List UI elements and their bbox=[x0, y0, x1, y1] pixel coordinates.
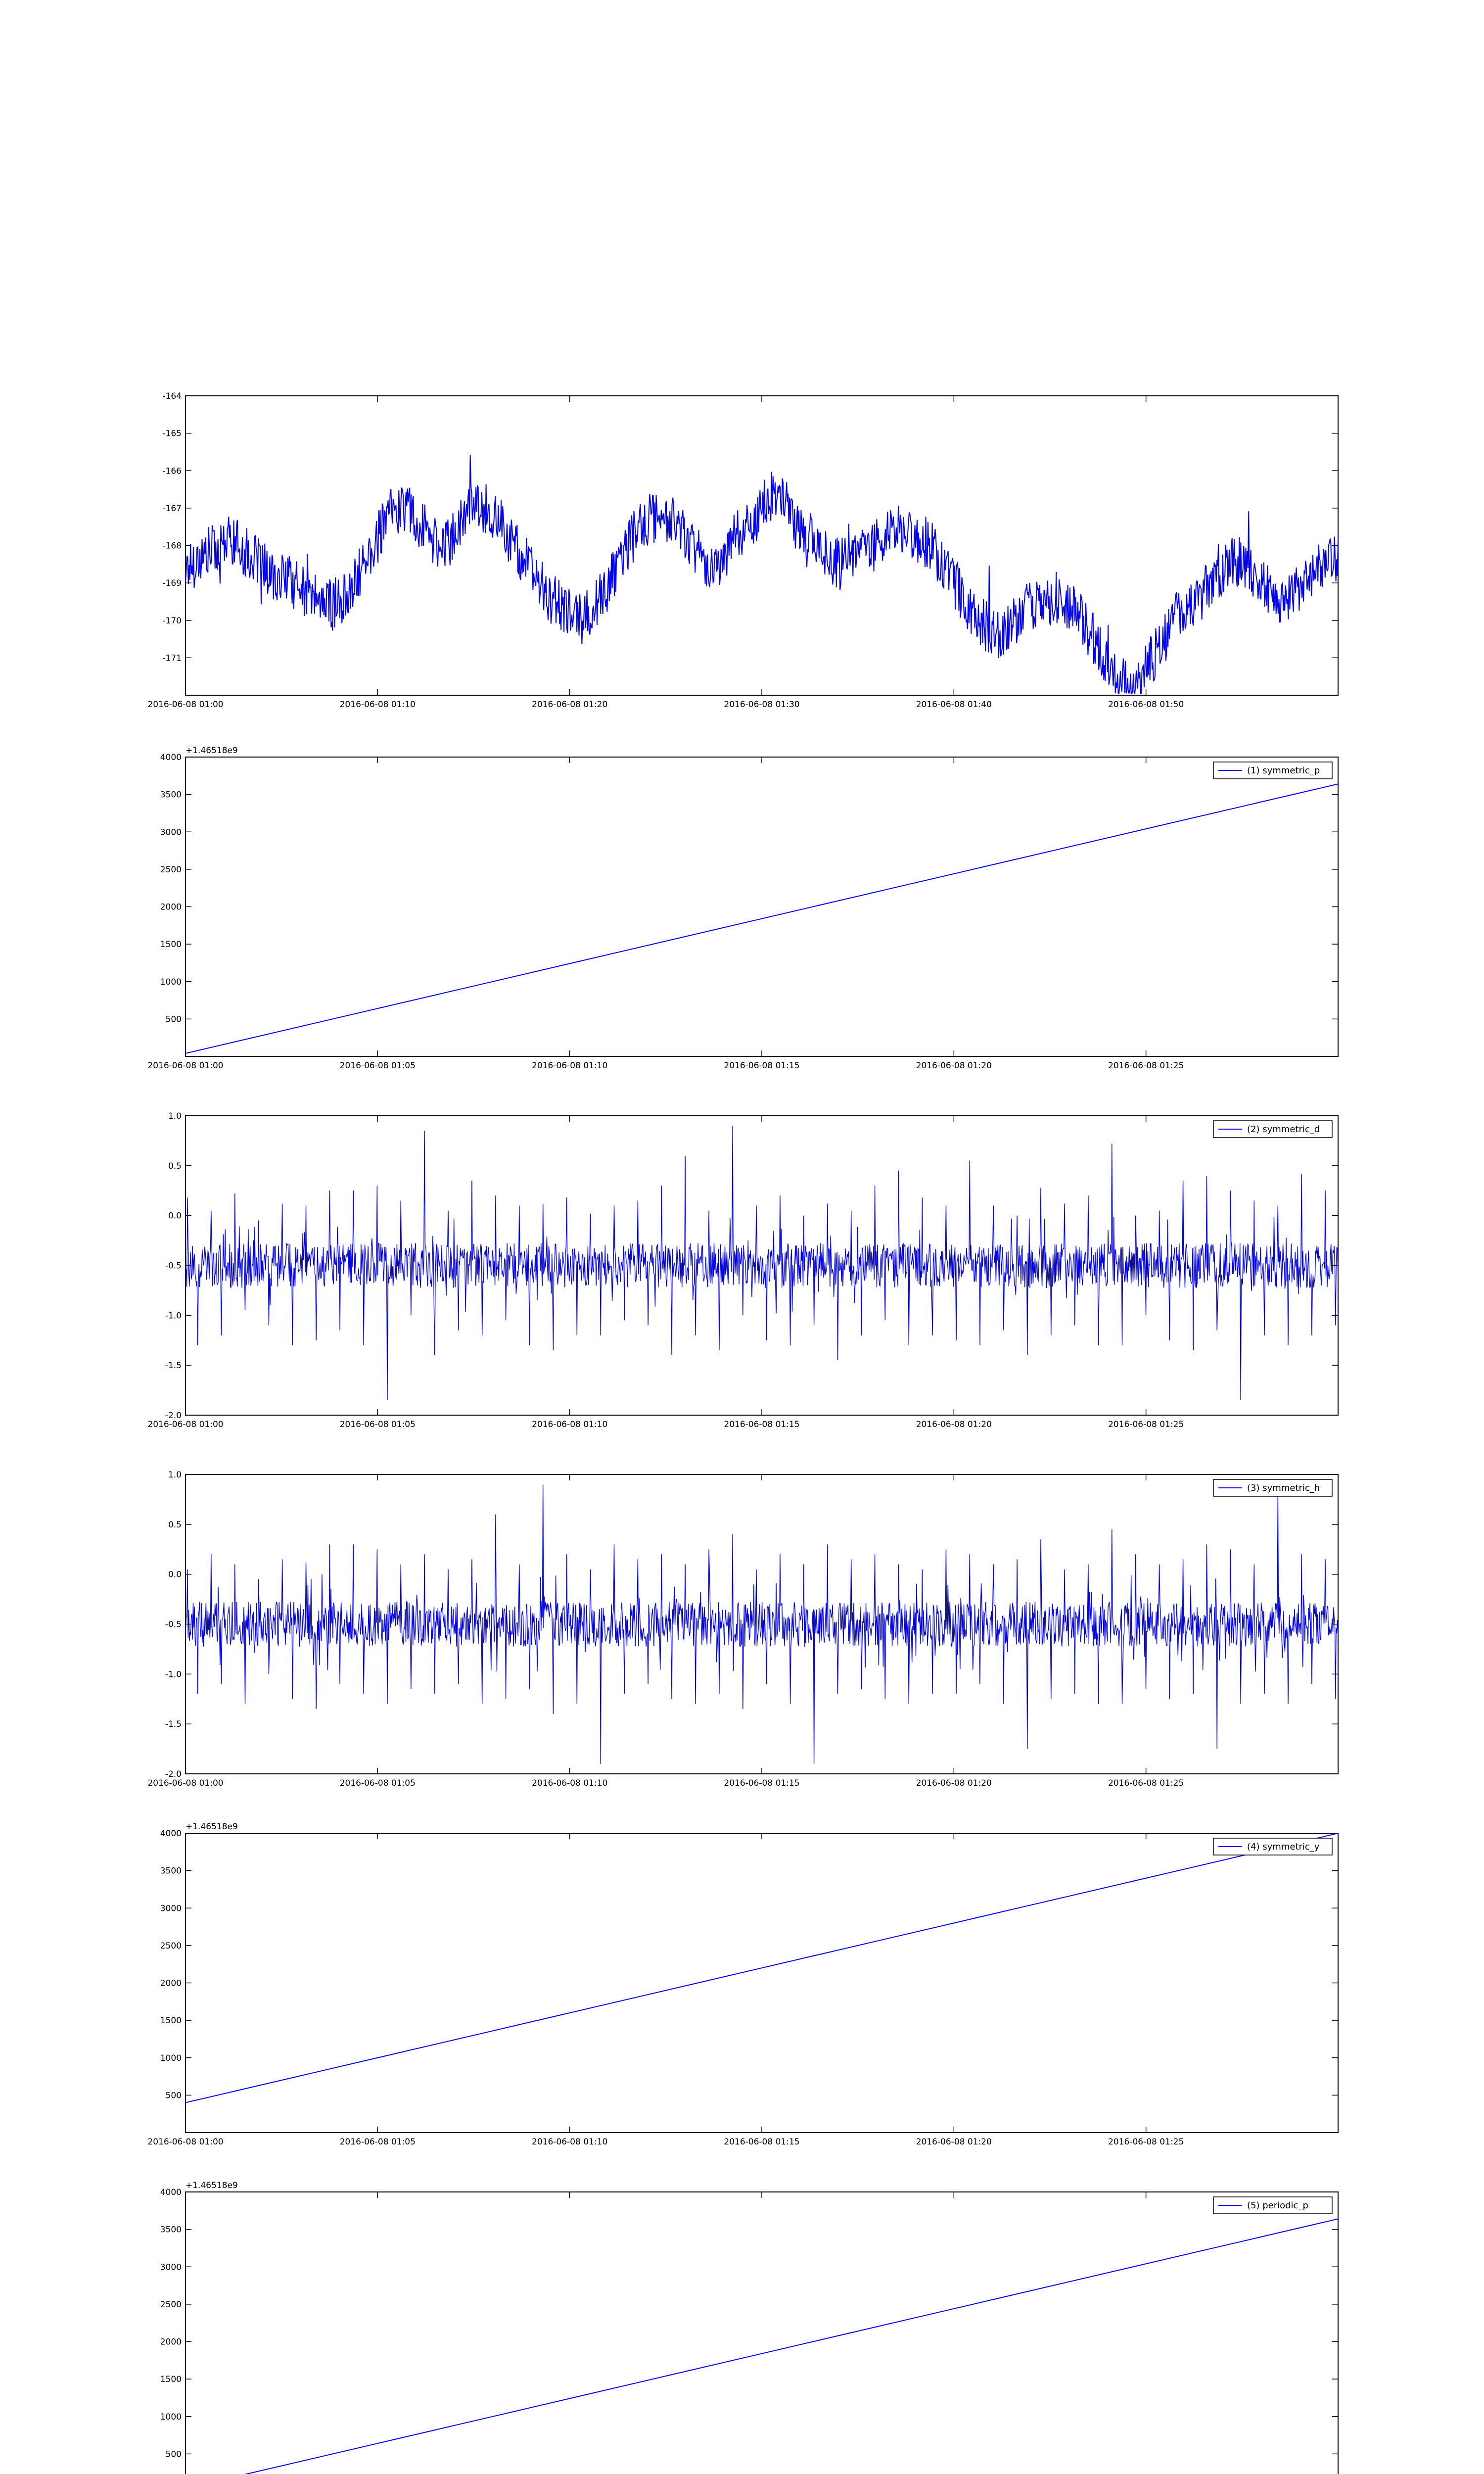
x-tick-label: 2016-06-08 01:15 bbox=[724, 2137, 800, 2147]
x-tick-label: 2016-06-08 01:05 bbox=[339, 1061, 416, 1071]
y-tick-label: 3000 bbox=[160, 1903, 182, 1914]
y-tick-label: -171 bbox=[162, 653, 182, 664]
y-tick-label: 1.0 bbox=[168, 1470, 182, 1480]
chart-4 bbox=[147, 1470, 1338, 1788]
x-tick-label: 2016-06-08 01:25 bbox=[1108, 1420, 1184, 1429]
legend bbox=[1213, 1479, 1332, 1496]
y-offset-text: +1.46518e9 bbox=[186, 746, 238, 756]
y-tick-label: 1500 bbox=[160, 2016, 182, 2026]
y-offset-text: +1.46518e9 bbox=[186, 2181, 238, 2190]
legend bbox=[1213, 1121, 1332, 1138]
y-tick-label: 0.5 bbox=[168, 1161, 182, 1171]
plot-frame bbox=[186, 1833, 1338, 2133]
y-tick-label: -164 bbox=[162, 391, 182, 401]
y-tick-label: 3000 bbox=[160, 827, 182, 838]
y-tick-label: 2000 bbox=[160, 902, 182, 912]
chart-3 bbox=[147, 1111, 1338, 1429]
x-tick-label: 2016-06-08 01:05 bbox=[339, 1420, 416, 1429]
y-tick-label: 4000 bbox=[160, 1829, 182, 1839]
x-tick-label: 2016-06-08 01:20 bbox=[532, 700, 608, 710]
chart-1 bbox=[147, 391, 1338, 710]
y-tick-label: 0.0 bbox=[168, 1570, 182, 1580]
y-tick-label: -2.0 bbox=[165, 1769, 182, 1779]
x-tick-label: 2016-06-08 01:40 bbox=[916, 700, 992, 710]
legend-label: (5) periodic_p bbox=[1247, 2200, 1308, 2211]
x-tick-label: 2016-06-08 01:05 bbox=[339, 1778, 416, 1788]
y-tick-label: 1500 bbox=[160, 940, 182, 950]
y-tick-label: 500 bbox=[165, 1014, 182, 1025]
y-tick-label: 3000 bbox=[160, 2262, 182, 2273]
y-tick-label: 2500 bbox=[160, 2299, 182, 2310]
legend-label: (3) symmetric_h bbox=[1247, 1483, 1320, 1493]
x-tick-label: 2016-06-08 01:30 bbox=[724, 700, 800, 710]
x-tick-label: 2016-06-08 01:00 bbox=[147, 1061, 224, 1071]
plot-frame bbox=[186, 1116, 1338, 1415]
y-tick-label: -1.5 bbox=[165, 1361, 182, 1371]
y-tick-label: -1.0 bbox=[165, 1669, 182, 1680]
y-tick-label: 0.5 bbox=[168, 1520, 182, 1530]
y-tick-label: 3500 bbox=[160, 1866, 182, 1876]
chart-5 bbox=[147, 1822, 1338, 2147]
x-tick-label: 2016-06-08 01:20 bbox=[916, 2137, 992, 2147]
y-tick-label: 2000 bbox=[160, 2337, 182, 2347]
x-tick-label: 2016-06-08 01:10 bbox=[532, 1778, 608, 1788]
x-tick-label: 2016-06-08 01:15 bbox=[724, 1061, 800, 1071]
legend-label: (2) symmetric_d bbox=[1247, 1124, 1320, 1135]
y-tick-label: 1000 bbox=[160, 977, 182, 987]
x-tick-label: 2016-06-08 01:00 bbox=[147, 1420, 224, 1429]
y-tick-label: 2500 bbox=[160, 864, 182, 875]
y-tick-label: 4000 bbox=[160, 2188, 182, 2197]
plot-frame bbox=[186, 757, 1338, 1056]
y-tick-label: 3500 bbox=[160, 2225, 182, 2235]
x-tick-label: 2016-06-08 01:10 bbox=[532, 2137, 608, 2147]
x-tick-label: 2016-06-08 01:25 bbox=[1108, 1778, 1184, 1788]
x-tick-label: 2016-06-08 01:05 bbox=[339, 2137, 416, 2147]
x-tick-label: 2016-06-08 01:10 bbox=[339, 700, 416, 710]
x-tick-label: 2016-06-08 01:15 bbox=[724, 1778, 800, 1788]
legend bbox=[1213, 762, 1332, 779]
x-tick-label: 2016-06-08 01:15 bbox=[724, 1420, 800, 1429]
x-tick-label: 2016-06-08 01:20 bbox=[916, 1420, 992, 1429]
x-tick-label: 2016-06-08 01:10 bbox=[532, 1061, 608, 1071]
y-tick-label: -169 bbox=[162, 578, 182, 589]
y-tick-label: 500 bbox=[165, 2091, 182, 2101]
y-tick-label: -0.5 bbox=[165, 1619, 182, 1630]
x-tick-label: 2016-06-08 01:00 bbox=[147, 2137, 224, 2147]
y-tick-label: -1.0 bbox=[165, 1311, 182, 1321]
chart-2 bbox=[147, 746, 1338, 1071]
x-tick-label: 2016-06-08 01:20 bbox=[916, 1061, 992, 1071]
y-tick-label: 1500 bbox=[160, 2375, 182, 2385]
x-tick-label: 2016-06-08 01:00 bbox=[147, 700, 224, 710]
x-tick-label: 2016-06-08 01:00 bbox=[147, 1778, 224, 1788]
y-tick-label: 0.0 bbox=[168, 1211, 182, 1221]
x-tick-label: 2016-06-08 01:25 bbox=[1108, 2137, 1184, 2147]
y-tick-label: 500 bbox=[165, 2449, 182, 2460]
y-tick-label: -2.0 bbox=[165, 1411, 182, 1421]
legend-label: (4) symmetric_y bbox=[1247, 1842, 1320, 1852]
legend bbox=[1213, 2197, 1332, 2214]
y-offset-text: +1.46518e9 bbox=[186, 1822, 238, 1832]
x-tick-label: 2016-06-08 01:50 bbox=[1108, 700, 1184, 710]
y-tick-label: 2000 bbox=[160, 1978, 182, 1989]
y-tick-label: 2500 bbox=[160, 1941, 182, 1951]
y-tick-label: -1.5 bbox=[165, 1719, 182, 1730]
legend bbox=[1213, 1838, 1332, 1855]
y-tick-label: -170 bbox=[162, 616, 182, 626]
y-tick-label: -168 bbox=[162, 541, 182, 551]
x-tick-label: 2016-06-08 01:20 bbox=[916, 1778, 992, 1788]
y-tick-label: -166 bbox=[162, 466, 182, 476]
chart-6 bbox=[147, 2181, 1338, 2474]
y-tick-label: 1.0 bbox=[168, 1111, 182, 1121]
x-tick-label: 2016-06-08 01:25 bbox=[1108, 1061, 1184, 1071]
y-tick-label: 1000 bbox=[160, 2053, 182, 2063]
legend-label: (1) symmetric_p bbox=[1247, 765, 1320, 776]
y-tick-label: -165 bbox=[162, 428, 182, 439]
y-tick-label: -167 bbox=[162, 503, 182, 514]
y-tick-label: -0.5 bbox=[165, 1261, 182, 1271]
y-tick-label: 3500 bbox=[160, 790, 182, 800]
plot-frame bbox=[186, 2192, 1338, 2474]
y-tick-label: 4000 bbox=[160, 753, 182, 762]
x-tick-label: 2016-06-08 01:10 bbox=[532, 1420, 608, 1429]
y-tick-label: 1000 bbox=[160, 2412, 182, 2422]
